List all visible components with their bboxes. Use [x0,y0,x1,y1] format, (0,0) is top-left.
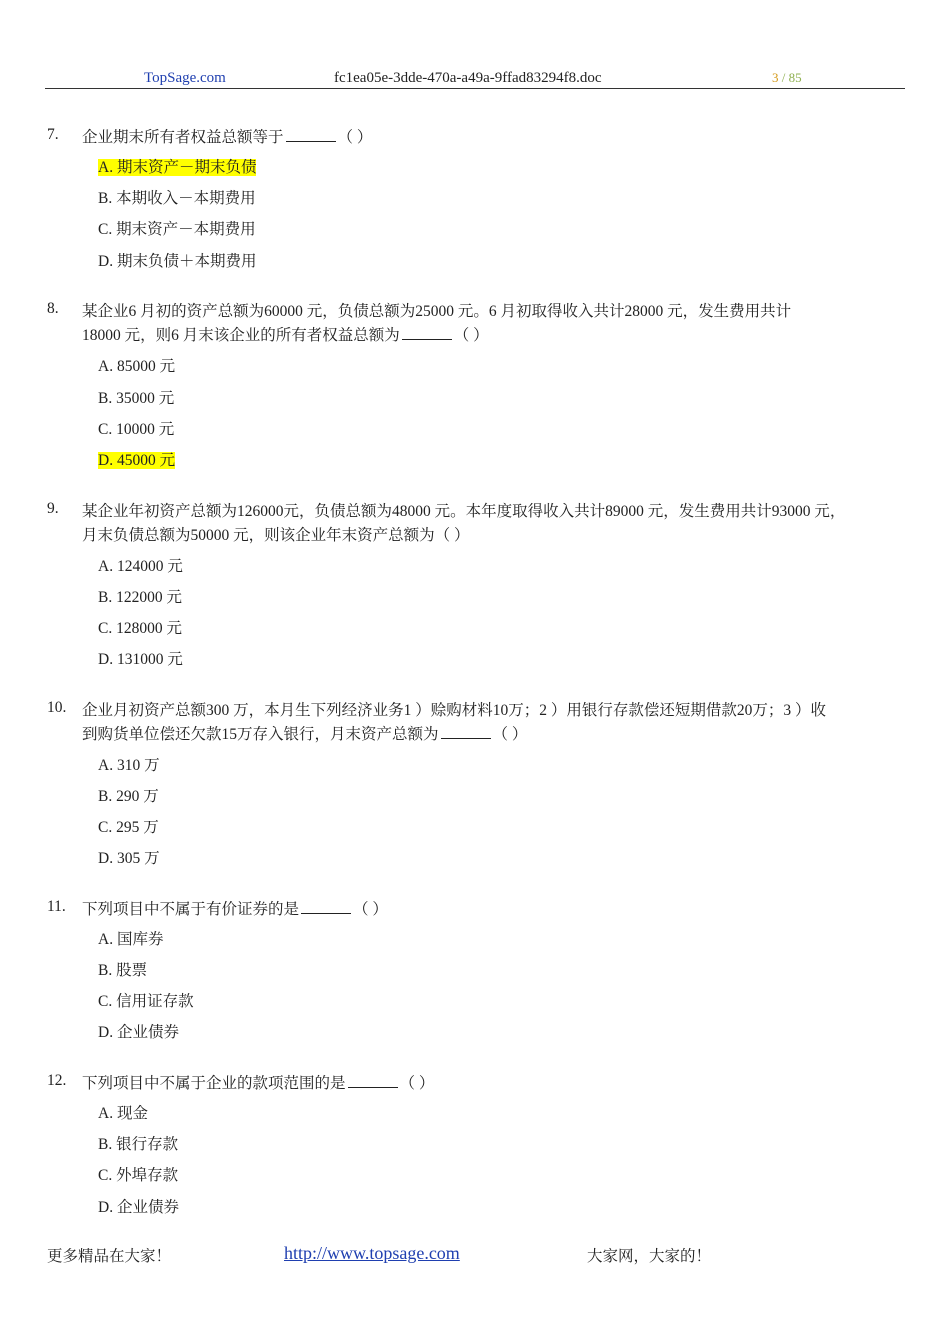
question-line: 到购货单位偿还欠款15万存入银行，月末资产总额为 [82,726,439,743]
option-c: C. 128000 元 [98,620,182,637]
document-filename: fc1ea05e-3dde-470a-a49a-9ffad83294f8.doc [334,70,602,86]
question-text [82,126,912,150]
header-rule [45,88,905,89]
option-b: B. 290 万 [98,788,159,805]
option-b: B. 股票 [98,962,148,979]
option-b: B. 本期收入－本期费用 [98,190,256,207]
page-header [0,68,950,90]
answer-blank [441,724,491,739]
question-text [82,1072,912,1096]
option-a: A. 现金 [98,1105,148,1122]
answer-paren: （ ） [434,527,470,544]
option-a: A. 85000 元 [98,358,176,375]
option-b: B. 35000 元 [98,390,175,407]
option-d: D. 305 万 [98,850,160,867]
page-current: 3 [772,70,779,85]
option-a: A. 310 万 [98,757,160,774]
page-separator: / [778,70,789,85]
answer-blank [301,899,351,914]
option-d: D. 期末负债＋本期费用 [98,253,257,270]
question-line: 企业期末所有者权益总额等于 [82,129,284,146]
option-b: B. 银行存款 [98,1136,179,1153]
footer-left-text: 更多精品在大家！ [47,1248,172,1265]
answer-paren: （ ） [492,726,528,743]
option-d: D. 45000 元 [98,452,176,469]
question-line: 某企业年初资产总额为126000元，负债总额为48000 元。本年度取得收入共计89000 元，发生费用共计93000 元， [82,503,846,520]
question-text [82,300,912,348]
page-total: 85 [788,70,802,85]
page-indicator [772,70,802,86]
question-number: 11. [47,898,66,915]
option-a: A. 期末资产－期末负债 [98,159,257,176]
question-number: 8. [47,300,59,317]
answer-blank [402,325,452,340]
option-a: A. 国库券 [98,931,164,948]
footer-right-text: 大家网，大家的！ [587,1248,712,1265]
answer-paren: （ ） [453,327,489,344]
question-line: 下列项目中不属于有价证券的是 [82,901,300,918]
answer-paren: （ ） [337,129,373,146]
option-c: C. 10000 元 [98,421,175,438]
question-number: 12. [47,1072,67,1089]
site-name[interactable]: TopSage.com [144,70,226,86]
question-number: 9. [47,500,59,517]
answer-paren: （ ） [353,901,388,918]
question-number: 10. [47,699,67,716]
option-b: B. 122000 元 [98,589,182,606]
option-c: C. 295 万 [98,819,159,836]
option-d: D. 131000 元 [98,651,183,668]
question-number: 7. [47,126,59,143]
option-c: C. 期末资产－本期费用 [98,221,256,238]
question-line: 企业月初资产总额300 万，本月生下列经济业务1 ）赊购材料10万；2 ）用银行存款偿还短期借款20万；3 ）收 [82,702,827,719]
question-line: 18000 元，则6 月末该企业的所有者权益总额为 [82,327,400,344]
answer-paren: （ ） [399,1075,435,1092]
option-d: D. 企业债券 [98,1199,179,1216]
answer-blank [348,1073,398,1088]
answer-blank [286,127,336,142]
option-c: C. 外埠存款 [98,1167,179,1184]
option-a: A. 124000 元 [98,558,183,575]
question-line: 某企业6 月初的资产总额为60000 元，负债总额为25000 元。6 月初取得收入共计28000 元，发生费用共计 [82,303,792,320]
question-text [82,699,912,747]
option-c: C. 信用证存款 [98,993,194,1010]
question-text [82,500,912,548]
footer-link[interactable]: http://www.topsage.com [284,1243,460,1263]
question-text [82,898,912,922]
question-line: 下列项目中不属于企业的款项范围的是 [82,1075,346,1092]
option-d: D. 企业债券 [98,1024,179,1041]
question-line: 月末负债总额为50000 元，则该企业年末资产总额为 [82,527,435,544]
